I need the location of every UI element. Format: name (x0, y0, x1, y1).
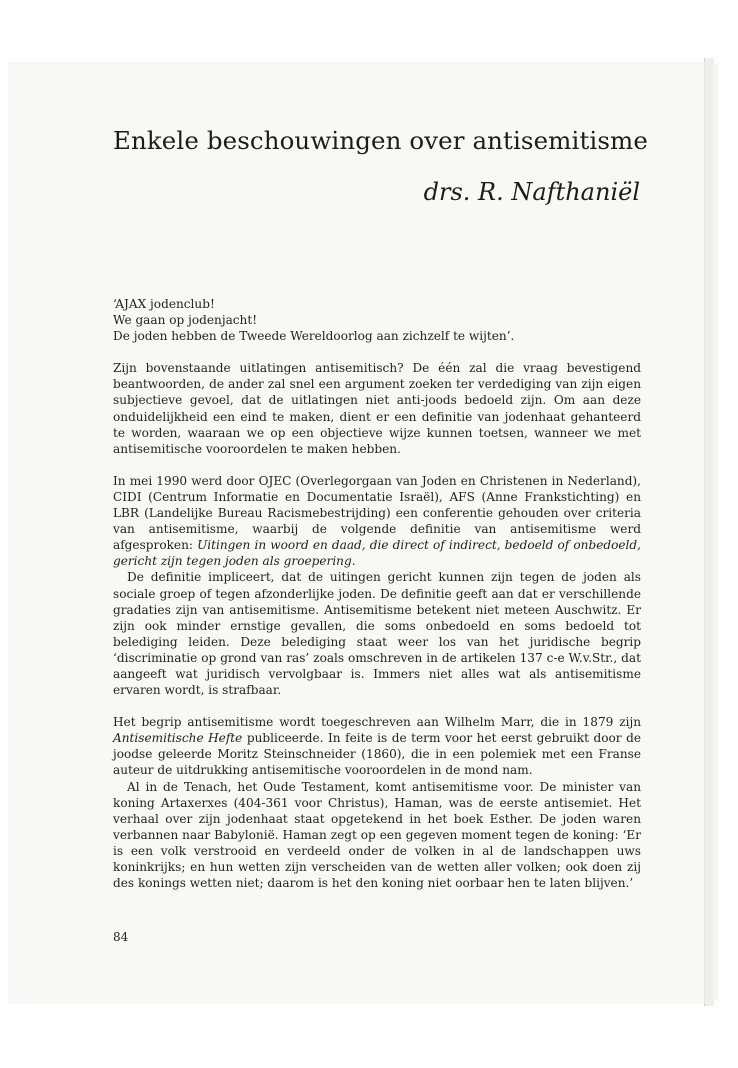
paragraph-1: Zijn bovenstaande uitlatingen antisemitisch? De één zal die vraag bevestigend beantwoorden, de ander zal snel een argument zoeken ter verdediging van zijn eigen subjectieve gevoel, dat de uitlatingen niet anti-joods bedoeld zijn. Om aan deze onduidelijkheid een eind te maken, dient er een definitie van jodenhaat gehanteerd te worden, waaraan we op een objectieve wijze kunnen toetsen, wanneer we met antisemitische vooroordelen te maken hebben. (113, 361, 641, 456)
paragraph-4-text-a: Het begrip antisemitisme wordt toegeschreven aan Wilhelm Marr, die in 1879 zijn (113, 715, 641, 730)
article-author: drs. R. Nafthaniël (423, 178, 640, 206)
quote-line: ‘AJAX jodenclub! (113, 297, 215, 311)
paragraph-4 (113, 714, 641, 778)
paragraph-2 (113, 473, 641, 570)
page-number: 84 (113, 930, 129, 944)
opening-quote (113, 296, 641, 344)
paragraph-3: De definitie impliceert, dat de uitingen gericht kunnen zijn tegen de joden als sociale groep of tegen afzonderlijke joden. De definitie geeft aan dat er verschillende gradaties zijn van antisemitisme. Antisemitisme betekent niet meteen Auschwitz. Er zijn ook minder ernstige gevallen, die soms onbedoeld en soms bedoeld tot belediging leiden. Deze belediging staat weer los van het juridische begrip ‘discriminatie op grond van ras’ zoals omschreven in de artikelen 137 c-e W.v.Str., dat aangeeft wat juridisch vervolgbaar is. Immers niet alles wat als antisemitisme ervaren wordt, is strafbaar. (113, 570, 641, 698)
quote-line: De joden hebben de Tweede Wereldoorlog aan zichzelf te wijten’. (113, 329, 515, 344)
paragraph-4-text-b: publiceerde. In feite is de term voor het eerst gebruikt door de joodse geleerde Moritz Steinschneider (1860), die in een polemiek met een Franse auteur de uitdrukking antisemitische vooroordelen in de mond nam. (113, 731, 641, 778)
page-edge-inner (713, 64, 718, 1000)
paragraph-5: Al in de Tenach, het Oude Testament, komt antisemitisme voor. De minister van koning Artaxerxes (404-361 voor Christus), Haman, was de eerste antisemiet. Het verhaal over zijn jodenhaat staat opgetekend in het boek Esther. De joden waren verbannen naar Babylonië. Haman zegt op een gegeven moment tegen de koning: ‘Er is een volk verstrooid en verdeeld onder de volken in al de landschappen uws koninkrijks; en hun wetten zijn verscheiden van de wetten aller volken; ook doen zij des konings wetten niet; daarom is het den koning niet oorbaar hen te laten blijven.’ (113, 779, 641, 891)
paragraph-2-text: In mei 1990 werd door OJEC (Overlegorgaan van Joden en Christenen in Nederland), CIDI (Centrum Informatie en Documentatie Israël), AFS (Anne Frankstichting) en LBR (Landelijke Bureau Racismebestrijding) een conferentie gehouden over criteria van antisemitisme, waarbij de volgende definitie van antisemitisme werd afgesproken: (113, 473, 641, 553)
article-title: Enkele beschouwingen over antisemitisme (113, 126, 648, 155)
article-body (113, 296, 641, 891)
paragraph-4-book-title: Antisemitische Hefte (113, 731, 243, 746)
quote-line: We gaan op jodenjacht! (113, 313, 258, 328)
paragraph-2-definition: Uitingen in woord en daad, die direct of indirect, bedoeld of onbedoeld, gericht zijn tegen joden als groepering. (113, 538, 641, 569)
